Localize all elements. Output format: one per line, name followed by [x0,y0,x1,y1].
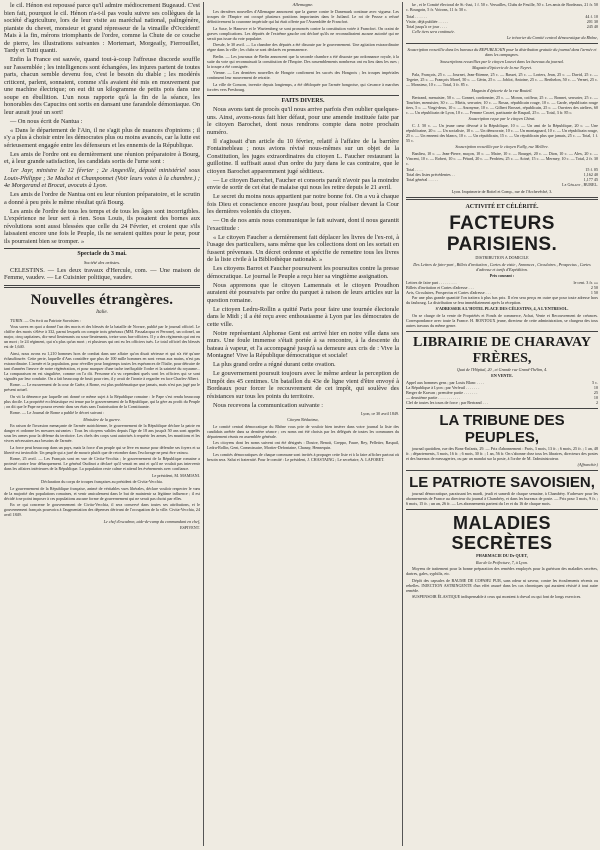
article-paragraph: Nous recevons la communication suivante : [213,401,323,409]
total-label: Total jusqu'à ce jour . . . . [406,23,448,29]
country-heading: Italie. [96,310,108,316]
book-title: La République à Lyon ; par Verfeuil . . . . . . . [406,384,480,390]
ad-text: journal démocratique, paraissant les mardi, jeudi et samedi de chaque semaine, à Chambéry. S'adresser pour les abonnements de France au directeur du journal à Chambéry, et dans les bureaux de poste. — Prix pour 3 mois, 9 fr. ; 6 mois, 15 fr. ; un an, 26 fr. — Les abonnements partent du 1er et du 16 de chaque mois. [406,491,598,506]
divider [406,470,598,471]
article-paragraph: 1er Jayr, ministre le 12 février ; 2e Angeville, député ministériel sous Louis-Philippe ; 3e Madiot et Champonnet (Voir leurs votes à la chambre.) ; 4e Morgerand et Brocat, avocats à Lyon. [4,167,200,189]
column-middle [203,2,399,846]
divider [406,408,598,409]
signature-name: ESPIVENT. [179,525,200,531]
price-label: Lettres de faire part . . . . . . . . . [406,279,457,285]
article-paragraph: Les comités démocratiques de chaque commune sont invités à propager cette liste et à la faire afficher partout où besoin sera. Salut et fraternité. Pour le comité : Le président, J. CHASTAING ; Le secrétaire, A. LAFORET. [207,451,399,462]
ad-title-facteurs: FACTEURS PARISIENS. [446,213,558,255]
ad-text: Dépôt des capsules de BAUME DE COPAHU PUR, sans odeur ni saveur, contre les écoulements récents ou rebelles. INJECTION ASTRINGENTE d'un effet assuré dans les cas chroniques qui auraient résisté à tout autre remède. [406,577,598,593]
article-paragraph: On vit la démence par laquelle ont donné ce même sujet à la République romaine : le Pape s'est rendu beaucoup plus docile. La propriété ecclésiastique est tenue par le gouvernement de la République, qui la gère au profit du Peuple ; on dit que le Pape ne pourra revenir dans ses états sans l'autorisation de la Constituante. [4,393,200,409]
ad-title-tribune: LA TRIBUNE DES PEUPLES, [439,411,565,446]
article-paragraph: — On nous écrit de Nantua : [10,117,83,125]
total-label: Total général . . . . . [406,177,438,182]
subscription-list: Bertrand, menuisier, 50 c. — Gonnet, cordonnier, 25 c. — Moron, coiffeur, 25 c. — Bonnet, serrurier, 25 c. — Tourbier, menuisier, 30 c. — Mirtis, serrurier, 10 c. — Rosaz, républicain rouge, 10 c. — Garde, républicain rouge tiers, 5 c. — Vingt-deux, 10 c. — Anonyme, 10 c. — Gilbert Brosset, républicain, 25 c. — Ouvriers des ateliers, 60 c. — Un républicain de Lyon, 10 c. — Femme Crozet, partisante de Raspail, 25 c. — Total, 3 fr. 85 c. [406,94,598,115]
article-paragraph: Ainsi, nous avons eu 1,210 hommes hors de combat dans une affaire qu'on disait sérieuse et qui n'a été qu'une échauffourée. Cette perte, laquelle d'Ans considère que plus de 100 mille hommes en sont venus aux mains, n'est pas extraordinaire. L'armée et la population, pour réveiller pour longtemps toutes les espérances de l'Italie, pour détruire de tant d'années l'œuvre de notre régénération, et pour marquer d'une tache ineffaçable l'ordre et la sainteté du royaume... La comparaison en est singulière, comme on l'a dit. Personne n'a vu cependant quels sont les officiers qui se sont signalés par leur conduite. On a fait beaucoup de bruit pour rien, il y avait de l'ironie à regarder en face Charles-Albert. [4,350,200,381]
price-label: Avis, Circulaires, Prospectus et Cartes d'adresse . . . [406,289,491,295]
ad-title-charavay: LIBRAIRIE DE CHARAVAY FRÈRES, [413,334,591,366]
subscription-list: Banlieu, 10 c. — Jean-Pierre, maçon, 10 c. — Maire, 10 c. — Bourget, 20 c. — Dion, 10 c. — Alex, 20 c. — Vincent, 10 c. — Robert, 10 c. — Pétard, 20 c. — Perdrieu, 25 c. — Aciné, 15 c. — Mermey, 10 c. — Total, 2 fr. 30 c. [406,150,598,166]
signature-title: Le chef d'escadron, aide-de-camp du commandant en chef, [103,518,200,524]
ad-text: Par une plus grande quantité l'on traitera à plus bas prix. Il n'en sera perçu en outre que pour toute adresse hors du faubourg. La distribution se fera immédiatement après la réception. [406,294,598,305]
article-paragraph: Déclaration du corps de troupes françaises au président de Civita-Vecchia. [41,479,163,485]
ad-address: Quai de l'Hôpital, 20 , et Grande rue Grand-Thélim, 4. [456,366,548,372]
ad-text: SUSPENSOIR ÉLASTIQUE indispensable à ceux qui montent à cheval ou qui font de longs exercices. [412,594,582,599]
total-label: Total des listes précédentes . . [406,172,455,177]
article-paragraph: Nous avons tant de procès qu'il nous arrive parfois d'en oublier quelques-uns. Ainsi, avons-nous fait hier défaut, pour une amende instituée faite par le citoyen Barochet, dont nous rendrons compte dans notre prochain numéro. [207,106,399,136]
subscription-subheading: Souscriptions recueillies par le citoyen Louvet dans les bureaux du journal. [440,58,564,64]
ad-subheading: PHARMACIE DU Dr QUET, [476,553,528,558]
gerant-signature: Le Gérant , BUREL. [562,182,598,187]
book-title: Clef de toutes les tours de force ; par Bertrand . . . [406,399,488,405]
double-divider [4,285,200,289]
ad-note: (Affranchir.) [577,462,598,467]
total-label: Total . . . . . . [406,13,427,19]
shop-heading: Magasin d'épicerie de la rue Neyret. [472,65,532,70]
article-paragraph: Les citoyens Barrot et Faucher poursuivent les poursuites contre la presse démocratique. Le journal le Peuple a reçu hier sa vingtième assignation. [207,265,399,280]
divider [406,331,598,332]
ad-text: journal quotidien, rue des Bons-Enfants, 29. — Prix d'abonnement : Paris, 3 mois, 13 fr. ; 6 mois, 25 fr. ; 1 an, 48 fr. ; départements, 3 mois, 16 fr. ; 6 mois, 30 fr. ; 1 an, 56 fr. On s'abonne chez tous les libraires, directeurs des postes et des bureaux de messageries, ou par un mandat sur la poste, à l'ordre de M. l'administrateur. [406,445,598,461]
book-price: 10 [593,394,598,400]
article-paragraph: Rome. — Le Journal de Rome a publié le décret suivant : [10,410,105,416]
divider [207,95,399,96]
subscription-subheading: Souscription reçue par le citoyen Chirat. [468,116,536,121]
subscription-list: Pala, François, 25 c. — Journet, Jean-Etienne, 25 c. — Basset, 25 c. — Loriers, Jean, 25 c. — David, 25 c. — Tegeire, 25 c. — François Morel, 50 c. — Gérin, 25 c. — Joblot, Antoine, 25 c. — Berthelon, 50 c. — Vernet, 25 c. — Monsieur, 10 c. — Total, 3 fr. 85 c. [406,71,598,87]
article-paragraph: — Le citoyen Barochet, Faucher et consorts paraît n'avoir pas la moindre envie de sortir de cet état de malaise qui nous les retire depuis le 21 avril. [207,176,399,192]
ad-title-savoisien: LE PATRIOTE SAVOISIEN, [409,474,595,491]
article-paragraph: Les citoyens dont les noms suivent ont été désignés : Doutre, Benoit, Greppo, Faure, Rey, Pelletier, Raspail, Ledru-Rollin, Gent, Commissaire, Mortier-Defontaine, Chanay, Hennequin. [207,440,399,451]
total-label: Total . . . . [406,167,423,172]
article-paragraph: La force peut beaucoup dans un pays, mais la force d'un peuple qui se lève en masse pour défendre ses foyers et sa liberté est invincible. Un peuple qui a juré de mourir plutôt que de retomber dans l'esclavage ne peut être vaincu. [4,444,200,455]
shop-heading: Magasin d'épicerie de la rue Bouteil. [471,88,533,93]
price-heading: Prix courant : [489,273,515,278]
article-paragraph: La Saxe, le Hanovre et le Wurtemberg se sont prononcés contre la constitution votée à Francfort. On craint de graves complications. Les députés de l'extrême gauche ont déclaré qu'ils ne reconnaîtraient aucune autorité qui ne serait pas issue du vote populaire. [207,25,399,41]
article-paragraph: Vous savez en quoi a donné l'un des morts et des blessés de la bataille de Novare, publié par le journal officiel. Le chiffre des morts s'élève à 332, parmi lesquels on compte trois généraux (MM. Passalacqua et Perrone), un colonel, un major, cinq capitaines, dix-neuf lieutenants ou sous-lieutenants, treize sous bas-officiers. Il y a des régiments qui ont eu un mort ; le 24 régiment, qui n'a plus qu'un mort ; et plusieurs qui ont eu les officiers tués. Le total officiel des blessés est de 1,640. [4,324,200,350]
total-label: Visite, déjà publiée . . . . . [406,18,448,24]
article-paragraph: « Dans le département de l'Ain, il ne s'agit plus de nuances d'opinions ; il s'y a plus à choisir entre les démocrates plus ou moins avancés, car la lutte est sérieusement engagée entre les défenseurs et les ennemis de la République. [4,126,200,149]
signature-title: Le trésorier du Comité central démocratique du Rhône, [506,35,598,40]
article-paragraph: Le secret du moins nous appartient par notre bonne foi. On a vu à chaque fois Dieu et conscience encore jusqu'au bout, pour réaliser devant la Cour les dernières volontés du citoyen. [207,193,399,216]
article-paragraph: Dresde, le 30 avril. — La chambre des députés a été dissoute par le gouvernement. Une agitation extraordinaire règne dans la ville ; les clubs se sont déclarés en permanence. [207,42,399,53]
decree-heading: Ministère de la guerre. [83,416,121,422]
article-paragraph: Les amis de l'ordre de tous les temps et de tous les âges sont incorrigibles. L'expérience ne leur sert à rien. Sous Louis, ils posaient des bornes aux révolutions sont aussi blessées que celle du 24 Février, et croient que s'ils laissaient encore une fois le Peuple, ils ne seraient quittes pour le peur, pour ils pourraient bien se tromper. » [4,207,200,245]
price-value: le cent. 3 fr. »» [573,279,598,285]
subscription-list: C. J. 50 c. — Un jeune cœur dévoué à la République, 10 c. — Un ami de la République, 20 c. — Une républicaine, 20 c. — Un socialiste, 10 c. — Un démocrate, 10 c. — Un montagnard, 10 c. — Un républicain rouge, 25 c. — Un ennemi des blancs, 10 c. — Un républicain, 15 c. — Un républicain plus que jamais, 25 c. — Total, 1 f. 55 c. [406,122,598,143]
divider [406,509,598,510]
ad-subheading: EN VENTE. [491,373,513,378]
article-paragraph: Le comité central démocratique du Rhône vous prie de vouloir bien insérer dans votre journal la liste des candidats arrêtée dans sa dernière séance ; ces noms ont été choisis par les délégués de toutes les communes du département réunis en assemblée générale. [207,423,399,439]
article-paragraph: Les amis de l'ordre de Nantua ont eu leur réunion préparatoire, et le scrutin a donné à peu près le même résultat qu'à Bourg. [4,191,200,206]
book-price: 2 [595,399,598,405]
article-paragraph: Le gouvernement poursuit toujours avec le même ardeur la perception de l'impôt des 45 centimes. Un bataillon du 43e de ligne vient d'être envoyé à Bordeaux pour forcer le recouvrement de cet impôt, qui soulève des résistances sur tous les points du territoire. [207,370,399,400]
total-value: 44 f. 10 [585,13,598,19]
book-title: — deuxième partie . . . . . . . . . . . [406,394,460,400]
ad-address: Rue de la Préfecture, 7, à Lyon. [476,559,528,565]
total-value: 201 30 [586,18,598,24]
subscription-list: ke , et le Comité électoral de St.-Just, 1 f. 50 c. Versailles, Clubs de Feuille, 50 c. Les amis de Bordeaux, 21 fr. 50 c. Bourgoin, 5 fr. Voirons, 11 fr. 50 c. [406,2,598,12]
total-value: 1,162 40 [583,172,598,177]
spectacle-subheading: Société des artistes. [83,259,121,265]
ad-description: Des Lettres de faire-part , Billets d'invitation , Cartes de visite , Annonces , Circulaires , Prospectus , Cartes d'adresse et tarifs d'Expédition. [413,261,591,272]
divider [4,248,200,249]
article-paragraph: Les dernières nouvelles d'Allemagne annoncent que la guerre contre le Danemark continue avec vigueur. Les troupes de l'Empire ont occupé plusieurs positions importantes dans le Jutland. Le roi de Prusse a refusé définitivement la couronne impériale qui lui était offerte par l'Assemblée de Francfort. [207,9,399,25]
letter-salutation: Citoyen Rédacteur, [287,417,319,423]
article-paragraph: En raison de l'invasion menaçante de l'armée autrichienne, le gouvernement de la République déclare la patrie en danger et ordonne les mesures suivantes : Tous les citoyens valides depuis l'âge de 18 ans jusqu'à 50 ans sont appelés sous les armes pour la défense du territoire. Les chefs des corps sont autorisés à requérir les armes, les munitions et les vivres nécessaires aux besoins de l'armée. [4,423,200,444]
printer-line: Lyon. Imprimerie de Boitel et Comp., rue de l'Archevêché, 3. [451,188,553,194]
spectacle-listing: CELESTINS. — Les deux travaux d'Hercule, com. — Une maison de Femme, vaudev. — Le Cuisinier politique, vaudev. [4,266,200,282]
price-value: 2 50 [590,284,598,290]
subscription-heading: Souscription recueillie dans les bureaux du REPUBLICAIN pour la distribution gratuite du journal dans l'armée et dans les campagnes. [407,47,597,57]
article-paragraph: La plus grand ordre a régné durant cette ovation. [213,361,336,369]
ad-title-maladies: MALADIES SECRÈTES [451,513,553,553]
dateline: TURIN. — On écrit au Patriote Savoisien : [10,317,81,323]
column-right [402,2,598,846]
divider [406,43,598,44]
article-paragraph: Vienne. — Les dernières nouvelles de Hongrie confirment les succès des Hongrois ; les troupes impériales continuent leur mouvement de retraite. [207,70,399,81]
article-paragraph: Les amis de l'ordre ont eu dernièrement une réunion préparatoire à Bourg, et, à leur grande satisfaction, les candidats sortis de l'urne sont : [4,150,200,165]
total-value: 1,177 45 [583,177,598,182]
column-left [4,2,200,846]
book-title: Appel aux hommes gens ; par Louis Blanc . . . . [406,379,484,385]
article-paragraph: le cil. Hénon est repoussé parce qu'il admire médiocrement Bugeaud. C'est bien fait, pourquoi le cil. Hénon n'a-t-il pas voulu suivre ses collègues de la société d'agriculture, lors de leur visite au maréchal national, palingénère, pianiste du chevet, monsieur et grand répresseur de la vimaille d'Occident! Mais à la fin, mérons triomphants de l'ordre, comme la Chute de ce couche de pierre, les illustrations suivantes : Mortemart, Morgeaily, Fierrouillet, Tardy et Tutti quanti. [4,2,200,54]
article-paragraph: En ce qui concerne le gouvernement de Civita-Vecchia, il sera conservé dans toutes ses attributions, et le gouvernement français pourvoira à l'augmentation des dépenses dérivant de l'occupation de la ville. Civita-Vecchia, 24 avril 1849. [4,502,200,518]
subscription-subheading: Souscription recueillie par le citoyen Fuilly, rue Mellère. [455,144,549,149]
country-heading: Allemagne. [292,2,314,7]
ad-text: Moyens de traitement pour la bonne préparation des remèdes employés pour la guérison des maladies secrètes, dartres, gales, syphilis, etc. [406,566,598,576]
article-paragraph: La ville de Comorn, investie depuis longtemps, a été débloquée par l'armée hongroise, qui s'avance à marches forcées vers Presbourg. [207,81,399,92]
article-paragraph: Berlin. — Les journaux de Berlin annoncent que la seconde chambre a été dissoute par ordonnance royale, à la suite du vote qui reconnaissait la constitution de l'Empire. Des rassemblements nombreux ont eu lieu dans les rues ; la troupe a été consignée. [207,53,399,69]
note: Celle tiers sera continuée. [412,28,455,34]
book-row [406,400,598,405]
article-paragraph: Rome, 25 avril. — Les Français sont en vue de Civita-Vecchia ; le gouvernement de la République romaine a protesté contre leur débarquement. Le général Oudinot a déclaré qu'il venait en ami et qu'il ne voulait pas intervenir dans les affaires intérieures de la République. La population reste calme et attend les événements avec confiance. [4,456,200,472]
article-paragraph: « Le citoyen Faucher a dernièrement fait déplacer les livres de l'ex-roi, à l'usage des particuliers, sans même que les collections dont on les sortait en fussent prévenues. Un décret ordonne et spécifie de remettre tous les livres de la liste civile à la Bibliothèque nationale. » [207,233,399,264]
book-price: 10 [593,384,598,390]
ad-tagline: ACTIVITÉ ET CÉLÉRITÉ. [465,204,539,210]
faits-divers-heading: FAITS DIVERS. [281,97,325,104]
signature: Le président, M. MAMIANI. [152,472,200,478]
book-price: 25 [593,389,598,395]
letter-date: Lyon, ce 30 avril 1849. [361,410,399,416]
article-paragraph: — On de nos amis nous communique le fait suivant, dont il nous garantit l'exactitude : [207,217,399,232]
section-title-foreign-news: Nouvelles étrangères. [30,292,174,309]
price-label: Billets d'invitation et Cartes d'adresse . . . [406,284,474,290]
total-value: 15 f. 05 [585,167,598,172]
total-value: 245 40 [586,23,598,29]
article-paragraph: Le gouvernement de la République française, animé de véritables vues libérales, déclare vouloir respecter le vœu de la majorité des populations romaines, et venir amicalement dans le but de maintenir sa légitime influence ; il est décidé à ne point imposer à ces populations aucune forme de gouvernement qui ne serait pas choisi par elles. [4,485,200,501]
article-paragraph: Notre représentant Alphonse Gent est arrivé hier en notre ville dans ses murs. Une foule immense s'était portée à sa rencontre, à la descente du bateau à vapeur, et l'a accompagné jusqu'à sa demeure aux cris de : Vive la Montagne! Vive la République démocratique et sociale! [207,329,399,360]
ad-address: S'ADRESSER A L'HOTEL PLACE DES CÉLESTINS, 4, A L'ENTRESOL. [435,306,569,311]
book-title: Berger de Kravan ; première partie . . . . . . . [406,389,478,395]
spectacle-heading: Spectacle du 3 mai. [77,251,127,257]
ad-subheading: DISTRIBUTION A DOMICILE [475,255,529,260]
article-paragraph: Il s'agissait d'un article du 10 février, relatif à l'affaire de la barrière Fontainebleau ; nous avions révisé nous-mêmes sur un objet de la Constitution, les juges extraordinaires du citoyen L. Faucher restaurant la guillotine. Il suffisait aussi d'un ordre du jury dans le cas contraire, que le citoyen Barochet apparemment jugé séditieux. [207,137,399,175]
article-paragraph: Rome. — Le mouvement de la cour de Gaëte, à Rome, est plus problématique que jamais, mais n'est pas jugé par le présent actuel. [4,382,200,393]
article-paragraph: Le citoyen Ledru-Rollin a quitté Paris pour faire une tournée électorale dans le Midi ; il a été reçu avec enthousiasme à Lyon par les démocrates de cette ville. [207,305,399,328]
book-price: 5 c. [592,379,598,385]
article-paragraph: Enfin la France est sauvée, quand tout-à-coup l'affreuse discorde souffle sur l'assemblée ; les intelligences sont échangées, les injures partent de toutes parts, chacun semble devenu fou, c'est le besoin du diable ; les modérés criticent, parlent, sonnaient, comme s'ils avaient été mis en mouvement par une machine électrique; on eut dit un kilogramme de petits pois dans une soupe en ébullition. L'un nous rapporte qu'à la fin de la séance, les honorables des Capucins ont sortis en dansant une farandole démoniaque. On leur aurait joué un sort! [4,56,200,116]
double-divider [406,197,598,201]
price-value: 1 50 [590,289,598,295]
ad-text: On se charge de la vente de Propriétés et Fonds de commerce, Achat, Vente et Recouvrement de créances. Correspondance avec toute la France. H. BONTOUX jeune, directeur de cette administration, se chargera des tous autres travaux du même genre. [406,312,598,328]
article-paragraph: Nous apprenons que le citoyen Lamennais et le citoyen Proudhon auraient été poursuivis par ordre du parquet à raison de leurs articles sur la question romaine. [207,281,399,304]
